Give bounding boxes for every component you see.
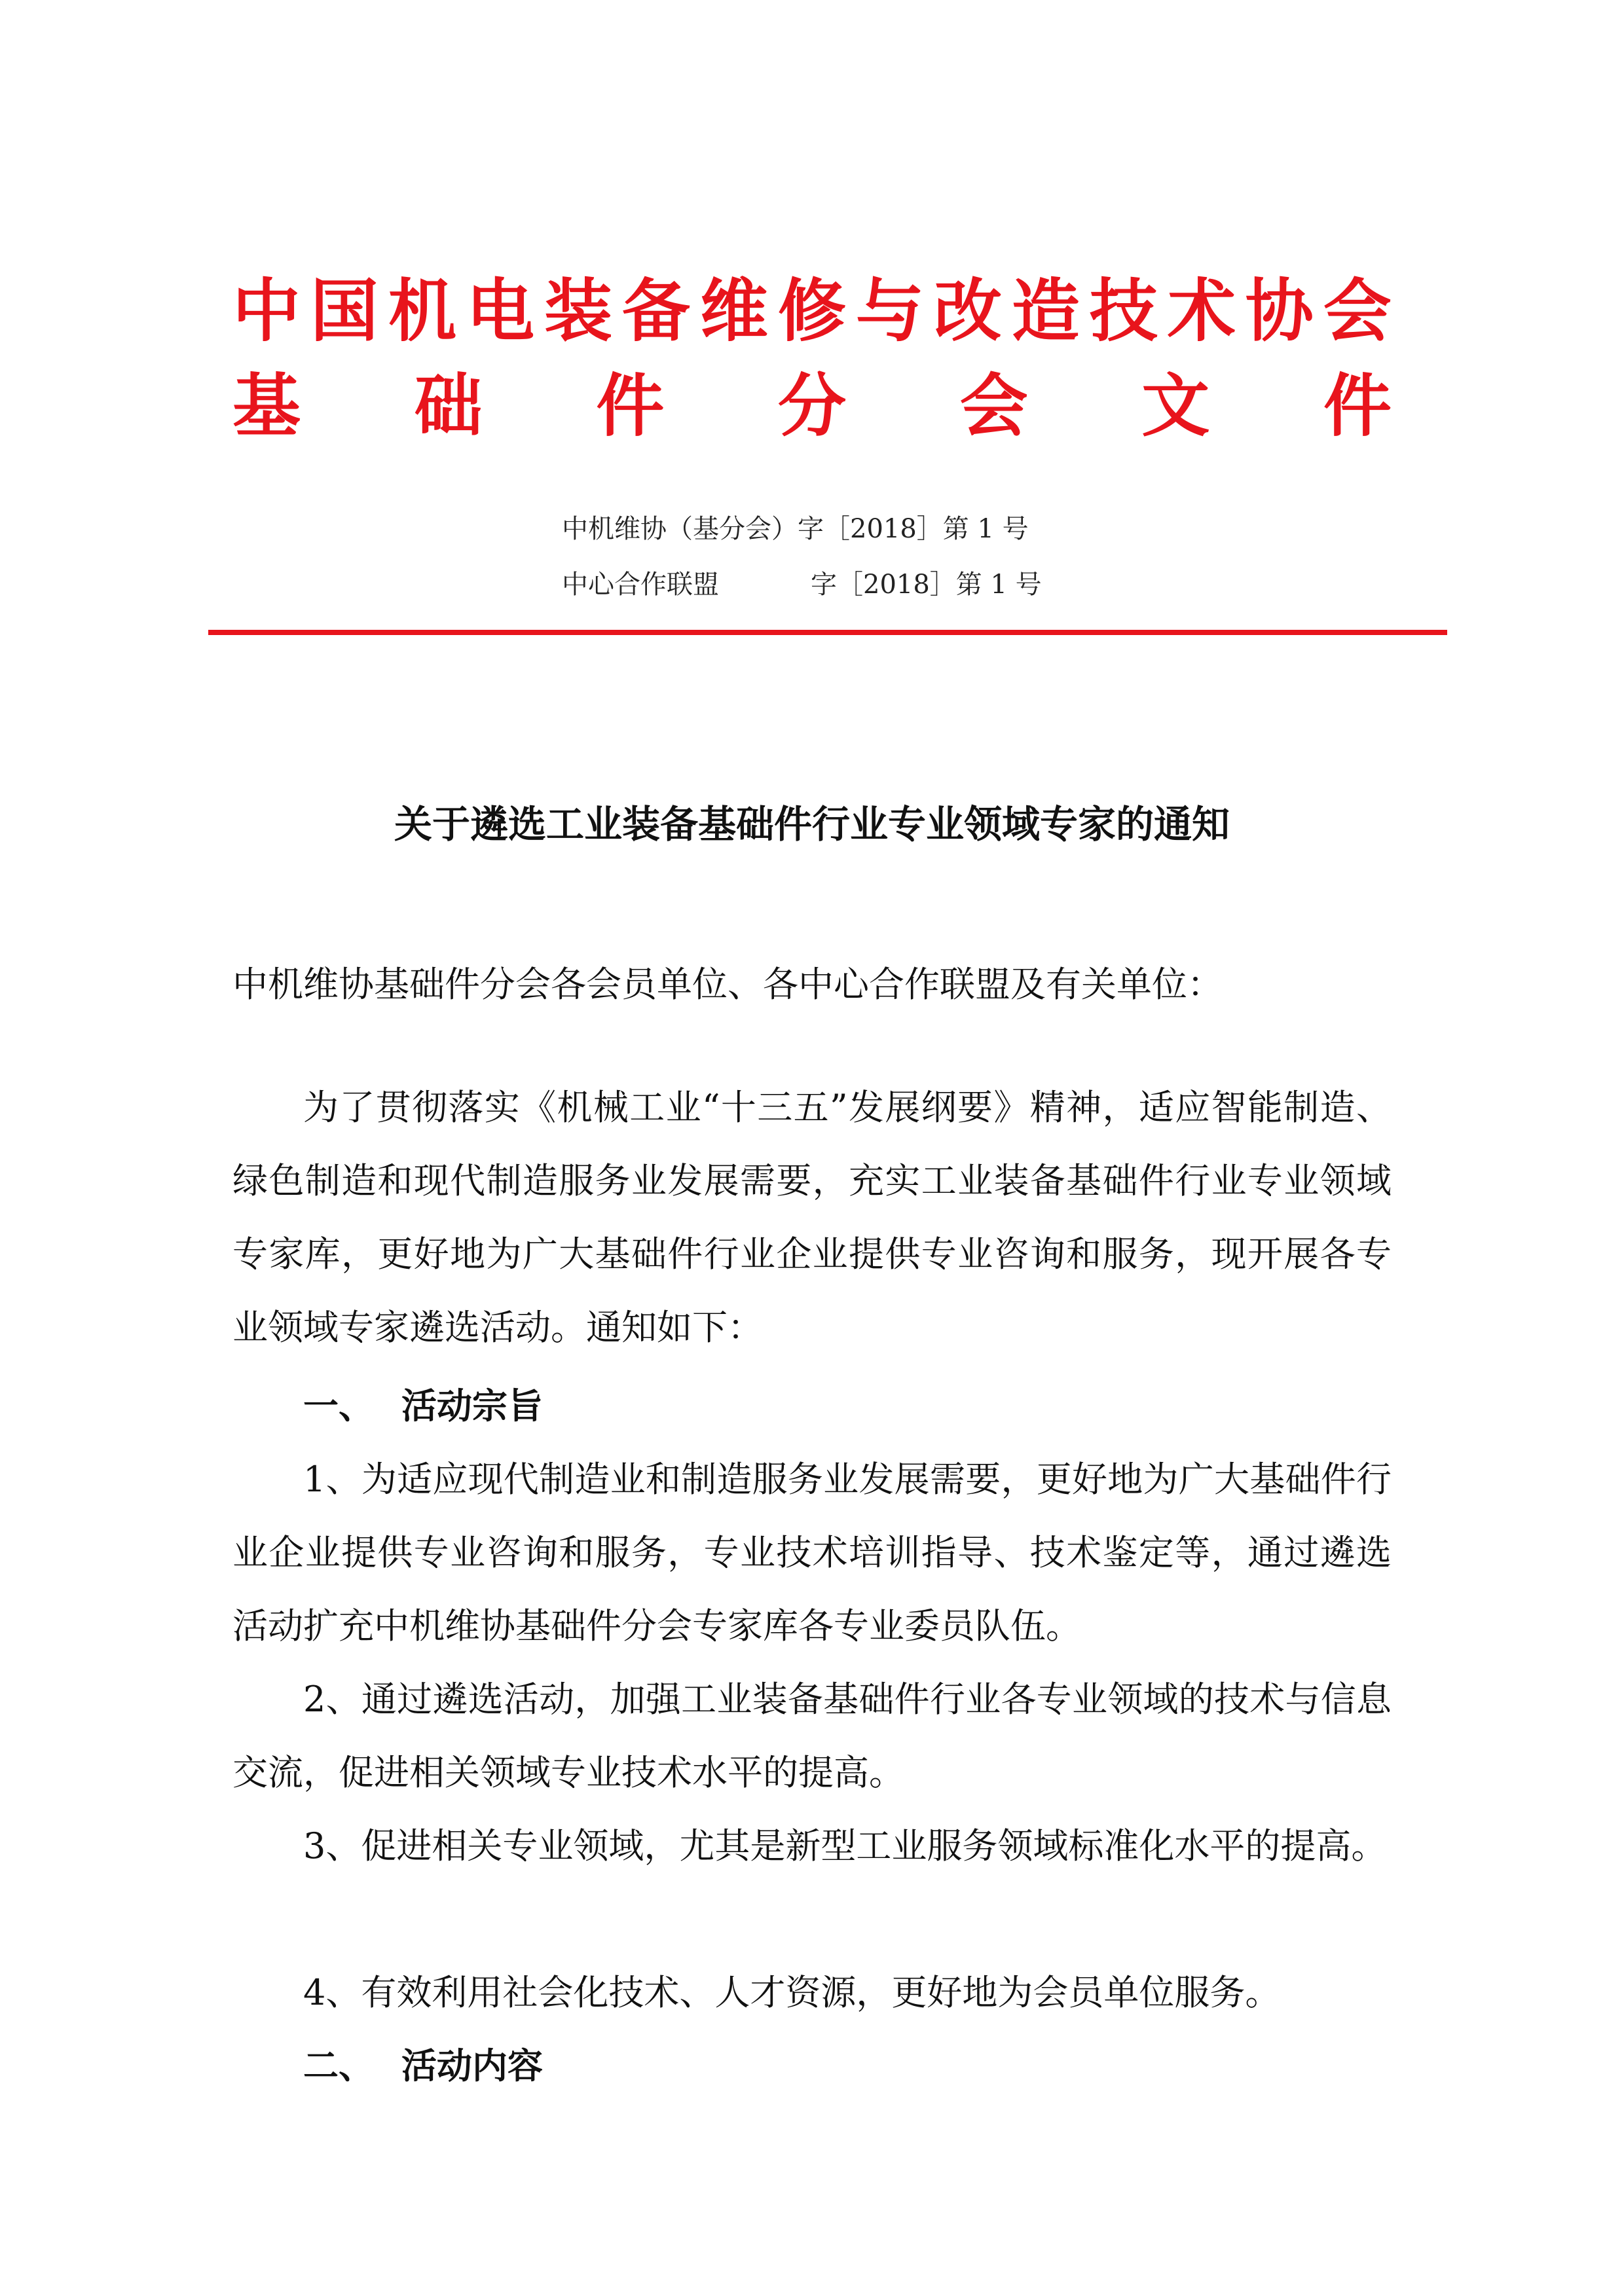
document-number-issuer: 中心合作联盟 (562, 570, 719, 600)
doc-type-char: 件 (1323, 366, 1392, 446)
red-divider (208, 630, 1447, 635)
section-title: 活动宗旨 (401, 1385, 543, 1427)
notice-title: 关于遴选工业装备基础件行业专业领域专家的通知 (394, 801, 1230, 847)
org-char: 机 (388, 271, 456, 351)
org-char: 术 (1167, 271, 1236, 351)
org-char: 改 (933, 271, 1002, 351)
purpose-item: 2、通过遴选活动，加强工业装备基础件行业各专业领域的技术与信息交流，促进相关领域专业技术水平的提高。 (232, 1679, 1392, 1793)
org-char: 与 (855, 271, 924, 351)
org-char: 中 (232, 271, 301, 351)
doc-type-char: 分 (777, 366, 846, 446)
document-number-issuer: 中机维协（基分会） (562, 514, 798, 544)
purpose-item: 4、有效利用社会化技术、人才资源，更好地为会员单位服务。 (303, 1972, 1281, 2013)
org-char: 修 (777, 271, 846, 351)
doc-type-char: 会 (959, 366, 1028, 446)
org-char: 技 (1089, 271, 1158, 351)
org-char: 电 (466, 271, 534, 351)
section-heading-purpose (303, 1370, 543, 1443)
doc-type-char: 件 (596, 366, 665, 446)
purpose-item: 3、促进相关专业领域，尤其是新型工业服务领域标准化水平的提高。 (303, 1825, 1387, 1867)
document-number-value: 字［2018］第 1 号 (798, 514, 1029, 544)
salutation: 中机维协基础件分会各会员单位、各中心合作联盟及有关单位： (232, 964, 1223, 1005)
document-number-value: 字［2018］第 1 号 (811, 570, 1042, 600)
org-char: 造 (1011, 271, 1080, 351)
org-char: 装 (544, 271, 612, 351)
doc-type-char: 基 (232, 366, 301, 446)
purpose-item: 1、为适应现代制造业和制造服务业发展需要，更好地为广大基础件行业企业提供专业咨询和服务，专业技术培训指导、技术鉴定等，通过遴选活动扩充中机维协基础件分会专家库各专业委员队伍。 (232, 1459, 1392, 1647)
doc-type-char: 文 (1141, 366, 1210, 446)
org-char: 备 (621, 271, 690, 351)
document-number (562, 566, 1042, 603)
section-number: 一、 (303, 1385, 374, 1427)
org-char: 协 (1245, 271, 1314, 351)
intro-paragraph: 为了贯彻落实《机械工业“十三五”发展纲要》精神，适应智能制造、绿色制造和现代制造服务业发展需要，充实工业装备基础件行业专业领域专家库，更好地为广大基础件行业企业提供专业咨询和服务，现开展各专业领域专家遴选活动。通知如下： (232, 1087, 1392, 1348)
org-name-line (232, 268, 1392, 354)
section-number: 二、 (303, 2045, 374, 2086)
doc-type-char: 础 (414, 366, 483, 446)
document-type-line (232, 363, 1392, 448)
section-heading-content (303, 2030, 543, 2103)
org-char: 会 (1323, 271, 1392, 351)
document-number (562, 511, 1029, 547)
org-char: 维 (699, 271, 768, 351)
section-title: 活动内容 (401, 2045, 543, 2086)
org-char: 国 (310, 271, 378, 351)
